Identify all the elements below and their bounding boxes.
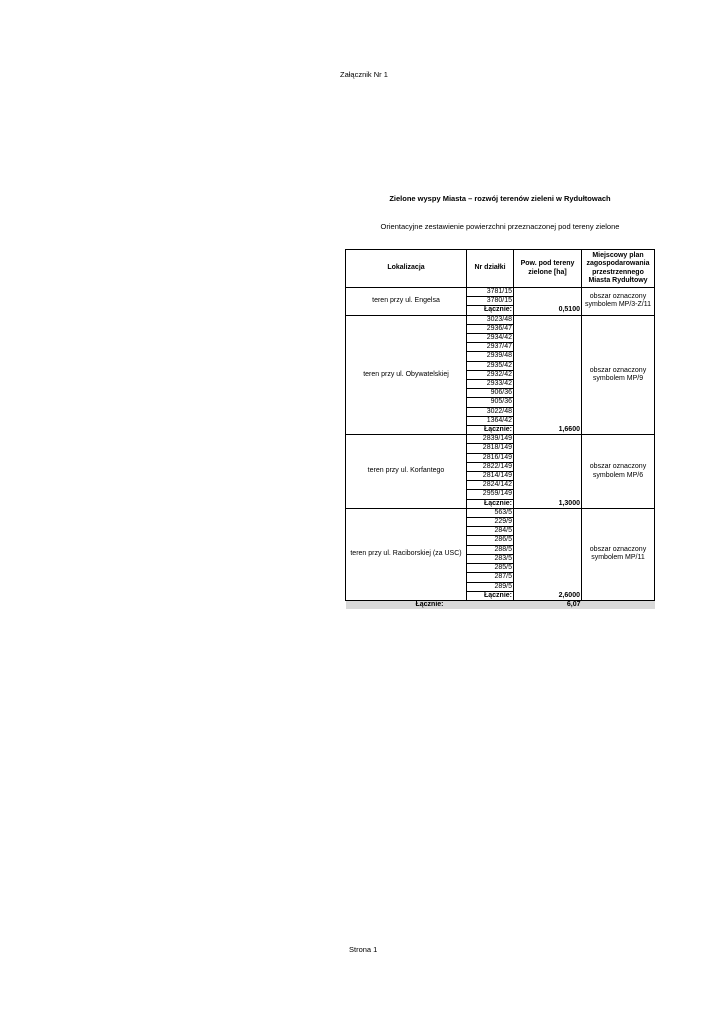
lokalizacja-cell: teren przy ul. Obywatelskiej: [346, 315, 467, 435]
lokalizacja-cell: teren przy ul. Engelsa: [346, 288, 467, 316]
dzialka-cell: 2816/149: [467, 453, 514, 462]
dzialka-cell: 283/5: [467, 554, 514, 563]
dzialka-cell: 3781/15: [467, 288, 514, 297]
dzialka-cell: 288/5: [467, 545, 514, 554]
dzialka-cell: 229/9: [467, 518, 514, 527]
dzialka-cell: 2839/149: [467, 435, 514, 444]
dzialka-cell: 286/5: [467, 536, 514, 545]
dzialka-cell: 2936/47: [467, 324, 514, 333]
document-title: Zielone wyspy Miasta – rozwój terenów zieleni w Rydułtowach: [389, 194, 611, 203]
dzialka-cell: 2933/42: [467, 380, 514, 389]
dzialka-cell: 2822/149: [467, 462, 514, 471]
grand-total-label: Łącznie:: [346, 600, 514, 609]
dzialka-cell: 284/5: [467, 527, 514, 536]
subtotal-label: Łącznie:: [467, 591, 514, 600]
dzialka-cell: 287/5: [467, 573, 514, 582]
grand-total-empty: [582, 600, 655, 609]
header-nr-dzialki: Nr działki: [467, 250, 514, 288]
dzialka-cell: 563/5: [467, 508, 514, 517]
dzialka-cell: 2814/149: [467, 472, 514, 481]
dzialka-cell: 906/36: [467, 389, 514, 398]
land-table: [345, 249, 655, 609]
table-row: [346, 315, 655, 324]
document-subtitle: Orientacyjne zestawienie powierzchni przeznaczonej pod tereny zielone: [380, 222, 620, 231]
table-row: [346, 508, 655, 517]
dzialka-cell: 3023/48: [467, 315, 514, 324]
header-pow: Pow. pod tereny zielone [ha]: [514, 250, 582, 288]
dzialka-cell: 2934/42: [467, 334, 514, 343]
dzialka-cell: 2935/42: [467, 361, 514, 370]
dzialka-cell: 3022/48: [467, 407, 514, 416]
grand-total-value: 6,07: [514, 600, 582, 609]
table-body: [346, 288, 655, 610]
dzialka-cell: 289/5: [467, 582, 514, 591]
table-row: [346, 435, 655, 444]
lokalizacja-cell: teren przy ul. Korfantego: [346, 435, 467, 509]
plan-cell: obszar oznaczony symbolem MP/6: [582, 435, 655, 509]
dzialka-cell: 2824/142: [467, 481, 514, 490]
attachment-label: Załącznik Nr 1: [340, 70, 388, 79]
pow-total-cell: 2,6000: [514, 508, 582, 600]
pow-total-cell: 1,6600: [514, 315, 582, 435]
dzialka-cell: 2932/42: [467, 370, 514, 379]
subtotal-label: Łącznie:: [467, 306, 514, 315]
grand-total-row: [346, 600, 655, 609]
pow-total-cell: 1,3000: [514, 435, 582, 509]
plan-cell: obszar oznaczony symbolem MP/11: [582, 508, 655, 600]
plan-cell: obszar oznaczony symbolem MP/9: [582, 315, 655, 435]
dzialka-cell: 1364/42: [467, 416, 514, 425]
dzialka-cell: 905/36: [467, 398, 514, 407]
dzialka-cell: 2959/149: [467, 490, 514, 499]
header-lokalizacja: Lokalizacja: [346, 250, 467, 288]
dzialka-cell: 285/5: [467, 564, 514, 573]
dzialka-cell: 2937/47: [467, 343, 514, 352]
dzialka-cell: 3780/15: [467, 297, 514, 306]
dzialka-cell: 2818/149: [467, 444, 514, 453]
lokalizacja-cell: teren przy ul. Raciborskiej (za USC): [346, 508, 467, 600]
table-header-row: [346, 250, 655, 288]
plan-cell: obszar oznaczony symbolem MP/3-Z/11: [582, 288, 655, 316]
page-number: Strona 1: [349, 945, 378, 954]
pow-total-cell: 0,5100: [514, 288, 582, 316]
dzialka-cell: 2939/48: [467, 352, 514, 361]
header-plan: Miejscowy plan zagospodarowania przestrzennego Miasta Rydułtowy: [582, 250, 655, 288]
table-row: [346, 288, 655, 297]
subtotal-label: Łącznie:: [467, 426, 514, 435]
subtotal-label: Łącznie:: [467, 499, 514, 508]
